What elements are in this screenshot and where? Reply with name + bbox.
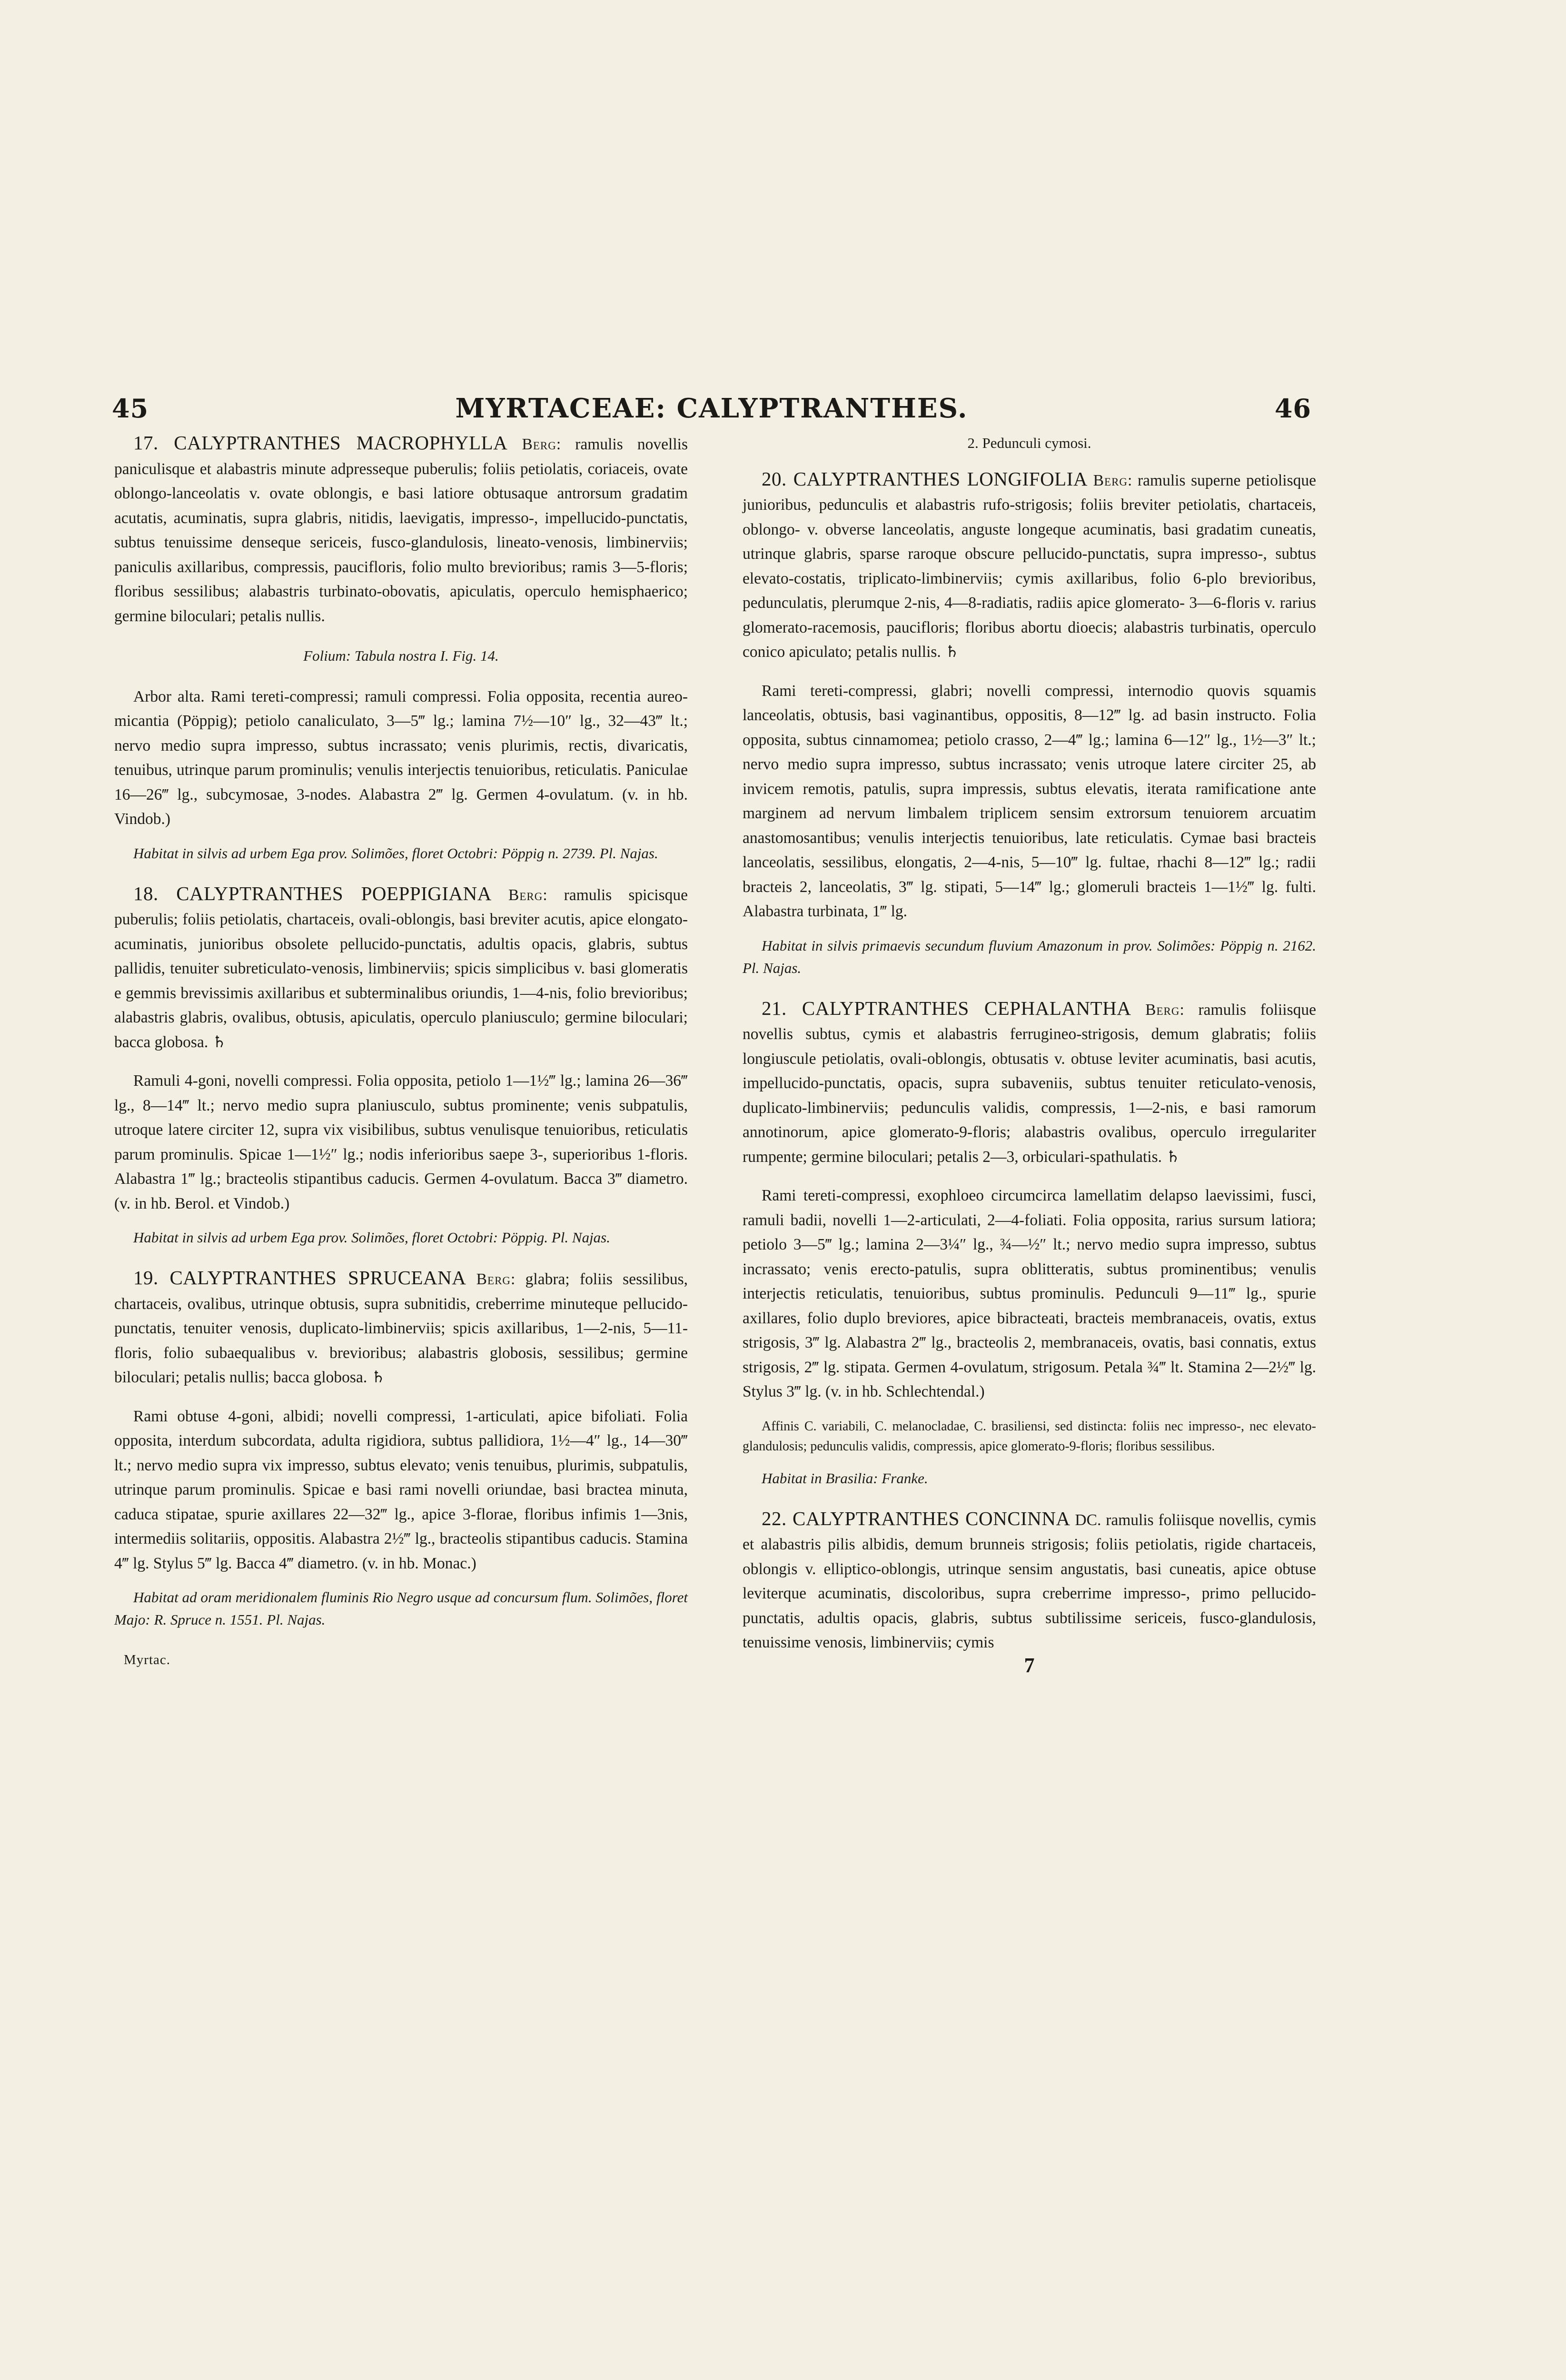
species-22-diagnosis: [743, 1507, 1316, 1655]
species-18-habitat: Habitat in silvis ad urbem Ega prov. Solimões, floret Octobri: Pöppig. Pl. Najas.: [133, 1229, 610, 1246]
running-title: MYRTACEAE: CALYPTRANTHES.: [455, 393, 968, 424]
species-20-name: 20. CALYPTRANTHES LONGIFOLIA: [762, 467, 1088, 490]
species-19-diagnosis-text: : glabra; foliis sessilibus, chartaceis, ovalibus, utrinque obtusis, supra subnitidis, creberrime minuteque pellucido-punctatis, tenuiter venosis, duplicato-limbinerviis; spicis axillaribus, 1—2-nis, 5—11-floris, folio subaequalibus v. brevioribus; alabastris globosis, sessilibus; germine biloculari; petalis nullis; bacca globosa. ♄: [114, 1270, 688, 1386]
right-column: [743, 431, 1316, 1676]
species-17-habitat: Habitat in silvis ad urbem Ega prov. Solimões, floret Octobri: Pöppig n. 2739. Pl. Najas.: [133, 844, 658, 862]
species-18-diagnosis-text: : ramulis spicisque puberulis; foliis petiolatis, chartaceis, ovali-oblongis, basi breviter acutis, apice elongato-acuminatis, junioribus obsolete pellucido-punctatis, adultis opacis, glabris, subtus pallidis, tenuiter subreticulato-venosis, limbinerviis; spicis simplicibus v. basi glomeratis e gemmis brevissimis axillaribus et subterminalibus oriundis, 1—4-nis, folio brevioribus; alabastris glabris, ovalibus, obtusis, apiculatis, operculo planiusculo; germine biloculari; bacca globosa. ♄: [114, 886, 688, 1051]
species-21-diagnosis-text: : ramulis foliisque novellis subtus, cymis et alabastris ferrugineo-strigosis, demum glabratis; foliis longiuscule petiolatis, ovali-oblongis, obtusatis v. obtuse leviter acuminatis, basi acutis, impellucido-punctatis, opacis, supra subaveniis, subtus tenuiter reticulato-venosis, duplicato-limbinerviis; pedunculis validis, compressis, 1—2-nis, e basi ramorum annotinorum, apice glomerato-9-floris; alabastris ovalibus, operculo irregulariter rumpente; germine biloculari; petalis 2—3, orbiculari-spathulatis. ♄: [743, 1001, 1316, 1166]
species-19-author: Berg: [476, 1270, 511, 1288]
species-21-note: Affinis C. variabili, C. melanocladae, C. brasiliensi, sed distincta: foliis nec impresso-, nec elevato-glandulosis; pedunculis validis, compressis, apice glomerato-9-floris; floribus sessilibus.: [743, 1418, 1316, 1454]
species-19-description: Rami obtuse 4-goni, albidi; novelli compressi, 1-articulati, apice bifoliati. Folia opposita, interdum subcordata, adulta rigidiora, subtus pallidiora, 1½—4″ lg., 14—30‴ lt.; nervo medio supra vix impresso, subtus elevato; venis tenuibus, plurimis, subpatulis, utrinque parum prominulis. Spicae e basi rami novelli oriundae, basi bractea minuta, caduca stipatae, spurie axillares 22—32‴ lg., apice 3-florae, floribus infimis 1—3nis, intermediis solitariis, oppositis. Alabastra 2½‴ lg., bracteolis stipantibus caducis. Stamina 4‴ lg. Stylus 5‴ lg. Bacca 4‴ diametro. (v. in hb. Monac.): [114, 1407, 688, 1572]
species-21-name: 21. CALYPTRANTHES CEPHALANTHA: [762, 997, 1131, 1019]
species-20-description: Rami tereti-compressi, glabri; novelli compressi, internodio quovis squamis lanceolatis, obtusis, basi vaginantibus, oppositis, 8—12‴ lg. ad basin instructo. Folia opposita, subtus cinnamomea; petiolo crasso, 2—4‴ lg.; lamina 6—12″ lg., 1½—3″ lt.; nervo medio supra impresso, subtus incrassato; venis utroque latere circiter 25, ab invicem remotis, patulis, supra impressis, subtus elevatis, iterata ramificatione ante marginem ad nervum limbalem triplicem sensim extrorsum tenuiorem arcuatim anastomosantibus; venulis interjectis tenuioribus, late reticulatis. Cymae basi bracteis lanceolatis, sessilibus, elongatis, 2—4-nis, 5—10‴ lg. fultae, rhachi 8—12‴ lg.; radii bracteis 2, lanceolatis, 3‴ lg. stipati, 5—14‴ lg.; glomeruli bracteis 1—1½‴ lg. fulti. Alabastra turbinata, 1‴ lg.: [743, 682, 1316, 920]
species-17-name: 17. CALYPTRANTHES MACROPHYLLA: [133, 432, 508, 454]
species-20-diagnosis-text: : ramulis superne petiolisque junioribus, pedunculis et alabastris rufo-strigosis; foliis breviter petiolatis, chartaceis, oblongo- v. obverse lanceolatis, anguste longeque acuminatis, basi gradatim cuneatis, utrinque glabris, sparse raroque obscure pellucido-punctatis, supra impresso-, subtus elevato-costatis, triplicato-limbinerviis; cymis axillaribus, folio 6-plo brevioribus, pedunculatis, plerumque 2-nis, 4—8-radiatis, radiis apice glomerato- 3—6-floris v. rarius glomerato-racemosis, paucifloris; floribus abortu dioecis; alabastris turbinatis, operculo conico apiculato; petalis nullis. ♄: [743, 471, 1316, 661]
species-21-description: Rami tereti-compressi, exophloeo circumcirca lamellatim delapso laevissimi, fusci, ramuli badii, novelli 1—2-articulati, 2—4-foliati. Folia opposita, rarius sursum latiora; petiolo 3—5‴ lg.; lamina 2—3¼″ lg., ¾—½″ lt.; nervo medio supra impresso, subtus incrassato; venis erecto-patulis, supra oblitteratis, subtus prominentibus; venulis interjectis reticulatis, tenuioribus, subtus prominulis. Pedunculi 9—11‴ lg., spurie axillares, folio duplo breviores, apice bibracteati, bracteis membranaceis, ovatis, extus strigosis, 3‴ lg. Alabastra 2‴ lg., bracteolis 2, membranaceis, ovatis, basi connatis, extus strigosis, 2‴ lg. stipata. Germen 4-ovulatum, strigosum. Petala ¾‴ lt. Stamina 2—2½‴ lg. Stylus 3‴ lg. (v. in hb. Schlechtendal.): [743, 1187, 1316, 1400]
species-18-name: 18. CALYPTRANTHES POEPPIGIANA: [133, 882, 492, 904]
species-18-diagnosis: [114, 882, 688, 1055]
species-21-author: Berg: [1145, 1001, 1180, 1019]
species-18-author: Berg: [508, 886, 543, 904]
species-19-name: 19. CALYPTRANTHES SPRUCEANA: [133, 1267, 466, 1289]
left-column: [114, 431, 688, 1673]
species-21-diagnosis: [743, 996, 1316, 1170]
section-heading: 2. Pedunculi cymosi.: [967, 435, 1091, 451]
page-number-left: 45: [112, 393, 149, 424]
species-17-diagnosis: [114, 431, 688, 628]
species-17-figure-reference: Folium: Tabula nostra I. Fig. 14.: [303, 647, 499, 664]
species-20-habitat: Habitat in silvis primaevis secundum fluvium Amazonum in prov. Solimões: Pöppig n. 2162. Pl. Najas.: [743, 937, 1316, 976]
signature-number: 7: [1024, 1653, 1035, 1677]
species-21-habitat: Habitat in Brasilia: Franke.: [762, 1469, 928, 1487]
species-19-diagnosis: [114, 1266, 688, 1390]
running-head: [112, 389, 1311, 427]
species-17-description: Arbor alta. Rami tereti-compressi; ramuli compressi. Folia opposita, recentia aureo-micantia (Pöppig); petiolo canaliculato, 3—5‴ lg.; lamina 7½—10″ lg., 32—43‴ lt.; nervo medio supra impresso, subtus incrassato; venis plurimis, rectis, divaricatis, tenuibus, utrinque parum prominulis; venulis interjectis tenuioribus, reticulatis. Paniculae 16—26‴ lg., subcymosae, 3-nodes. Alabastra 2‴ lg. Germen 4-ovulatum. (v. in hb. Vindob.): [114, 687, 688, 828]
species-20-diagnosis: [743, 467, 1316, 664]
species-17-author: Berg: [522, 436, 556, 453]
species-22-name: 22. CALYPTRANTHES CONCINNA: [762, 1507, 1070, 1529]
page-number-right: 46: [1274, 393, 1311, 424]
species-22-diagnosis-text: ramulis foliisque novellis, cymis et alabastris pilis albidis, demum brunneis strigosis; foliis petiolatis, rigide chartaceis, oblongis v. elliptico-oblongis, utrinque sensim angustatis, basi cuneatis, apice obtuse leviterque acuminatis, discoloribus, supra creberrime impresso-, primo pellucido-punctatis, adultis opacis, glabris, subtus subtilissime sericeis, fusco-glandulosis, tenuissime venosis, limbinerviis; cymis: [743, 1511, 1317, 1651]
species-19-habitat: Habitat ad oram meridionalem fluminis Rio Negro usque ad concursum flum. Solimões, floret Majo: R. Spruce n. 1551. Pl. Najas.: [114, 1589, 688, 1628]
species-22-author: DC.: [1075, 1511, 1101, 1529]
species-20-author: Berg: [1093, 471, 1128, 489]
species-17-diagnosis-text: : ramulis novellis paniculisque et alabastris minute adpresseque puberulis; foliis petiolatis, coriaceis, ovate oblongo-lanceolatis v. ovate oblongis, e basi latiore obtusaque antrorsum gradatim acutatis, acuminatis, supra glabris, nitidis, laevigatis, impresso-, impellucido-punctatis, subtus tenuissime denseque sericeis, fusco-glandulosis, lineato-venosis, limbinerviis; paniculis axillaribus, compressis, paucifloris, folio multo brevioribus; ramis 3—5-floris; floribus sessilibus; alabastris turbinato-obovatis, apiculatis, operculo hemisphaerico; germine biloculari; petalis nullis.: [114, 436, 688, 625]
signature-label: Myrtac.: [124, 1652, 170, 1667]
species-18-description: Ramuli 4-goni, novelli compressi. Folia opposita, petiolo 1—1½‴ lg.; lamina 26—36‴ lg., 8—14‴ lt.; nervo medio supra planiusculo, subtus prominente; venis subpatulis, utroque latere circiter 12, supra vix visibilibus, subtus venulisque tenuioribus, reticulatis parum prominulis. Spicae 1—1½″ lg.; nodis inferioribus saepe 3-, superioribus 1-floris. Alabastra 1‴ lg.; bracteolis stipantibus caducis. Germen 4-ovulatum. Bacca 3‴ diametro. (v. in hb. Berol. et Vindob.): [114, 1072, 688, 1212]
